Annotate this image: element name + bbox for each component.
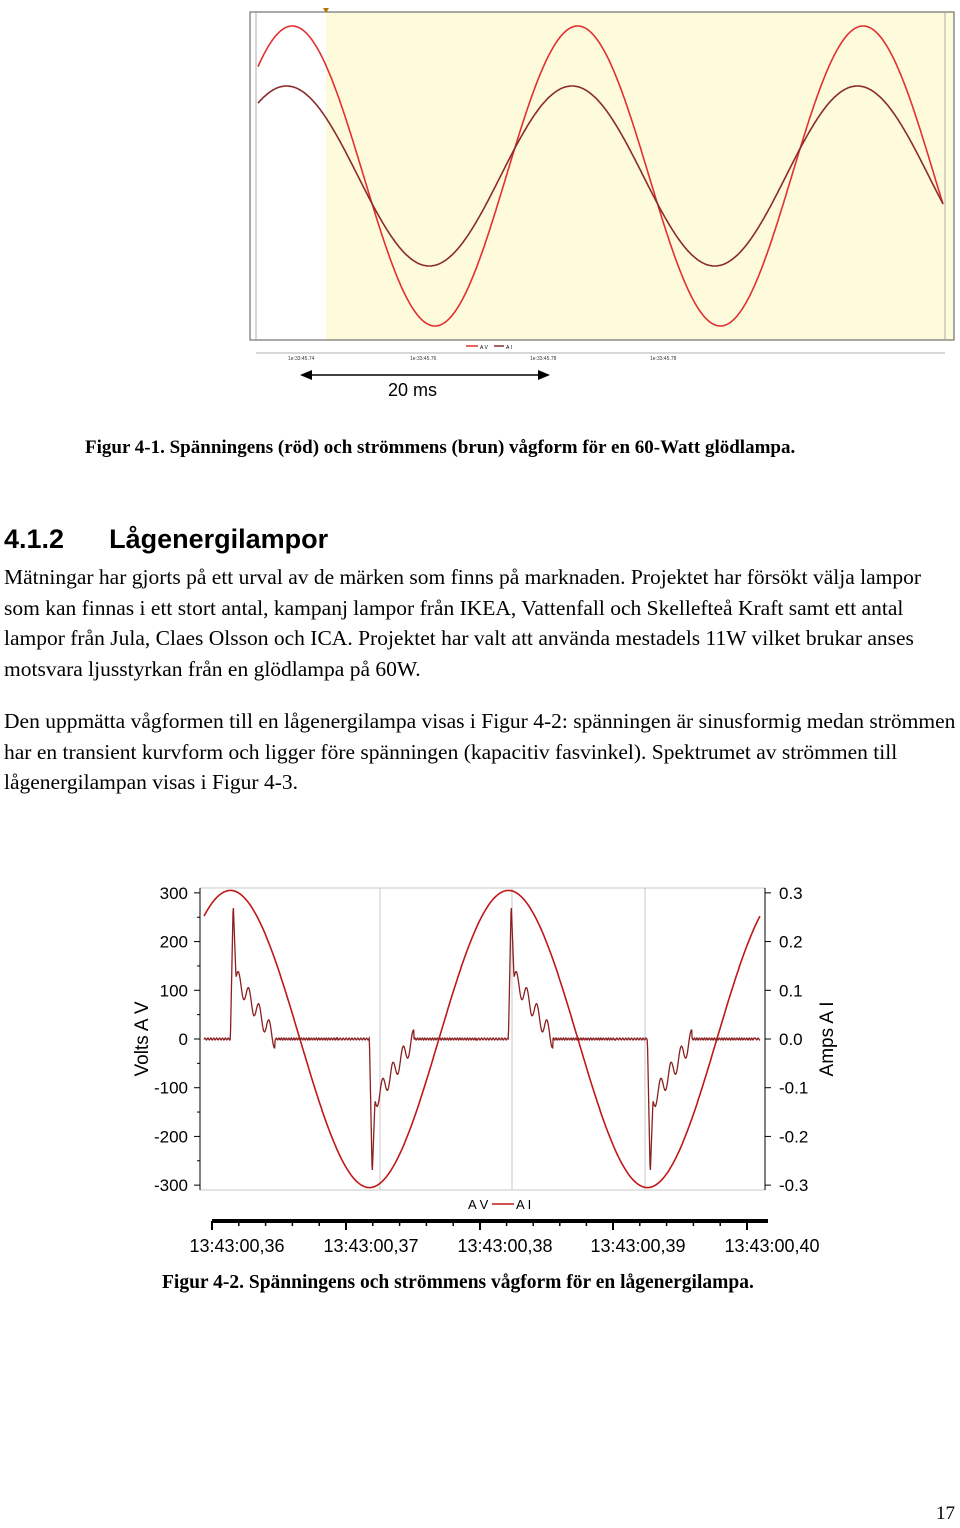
section-title: Lågenergilampor — [109, 524, 329, 554]
y-right-tick-label: 0.1 — [779, 981, 803, 1001]
y-left-tick-label: -100 — [153, 1078, 188, 1098]
y-right-tick-label: 0.0 — [779, 1030, 803, 1049]
x-tick-label: 13:43:00,40 — [724, 1236, 820, 1256]
x-tick-label: 1e:33:45.76 — [410, 356, 437, 362]
legend-label-voltage: A V — [480, 345, 488, 351]
y-right-tick-label: 0.2 — [779, 932, 803, 952]
figure-4-2-x-axis — [189, 1221, 819, 1256]
figure-4-1-caption: Figur 4-1. Spänningens (röd) och strömmens (brun) vågform för en 60-Watt glödlampa. — [85, 437, 796, 458]
x-tick-label: 13:43:00,37 — [323, 1236, 419, 1256]
y-left-tick-label: 0 — [178, 1030, 188, 1049]
y-right-tick-label: -0.1 — [779, 1078, 809, 1098]
figure-4-2-series — [204, 890, 760, 1187]
figure-4-2-caption: Figur 4-2. Spänningens och strömmens vågform för en lågenergilampa. — [162, 1272, 754, 1293]
figure-4-2-legend — [468, 1197, 531, 1212]
body-paragraph: Den uppmätta vågformen till en lågenergilampa visas i Figur 4-2: spänningen är sinusformig medan strömmen har en transient kurvform och ligger före spänningen (kapacitiv fasvinkel). Spektrumet av strömmen till lågenergilampan visas i Figur 4-3. — [4, 709, 956, 794]
x-tick-label: 13:43:00,38 — [457, 1236, 553, 1256]
y-left-tick-label: -300 — [153, 1176, 188, 1196]
y-right-tick-label: 0.3 — [779, 883, 803, 903]
y-right-tick-label: -0.3 — [779, 1176, 809, 1196]
section-heading — [4, 524, 328, 555]
legend-label-voltage: A V — [468, 1197, 489, 1212]
figure-4-1-plot-area — [250, 8, 954, 340]
x-tick-label: 1e:33:45.74 — [288, 356, 315, 362]
figure-4-1-chart — [248, 8, 958, 368]
y-right-tick-label: -0.2 — [779, 1127, 809, 1147]
figure-4-1-legend — [466, 345, 512, 351]
figure-4-1-x-ticks — [256, 353, 945, 362]
x-tick-label: 1e:33:45.78 — [650, 356, 677, 362]
figure-4-2-chart — [120, 880, 840, 1260]
legend-label-current: A I — [516, 1197, 532, 1212]
y-left-tick-label: 200 — [159, 932, 188, 952]
time-scale-label: 20 ms — [388, 380, 438, 400]
x-tick-label: 13:43:00,36 — [189, 1236, 285, 1256]
x-tick-label: 13:43:00,39 — [590, 1236, 686, 1256]
y-left-tick-label: -200 — [153, 1127, 188, 1147]
body-paragraph: Mätningar har gjorts på ett urval av de märken som finns på marknaden. Projektet har försökt välja lampor som kan finnas i ett stort antal, kampanj lampor från IKEA, Vattenfall och Skellefteå Kraft samt ett antal lampor från Jula, Claes Olsson och ICA. Projektet har valt att använda mestadels 11W vilket brukar anses motsvara ljusstyrkan från en glödlampa på 60W. — [4, 565, 922, 681]
series-line-current — [204, 908, 760, 1170]
y-left-tick-label: 300 — [159, 883, 188, 903]
y-left-tick-label: 100 — [159, 981, 188, 1001]
highlight-region — [326, 12, 954, 340]
y-left-axis-label: Volts A V — [132, 1001, 153, 1077]
section-number: 4.1.2 — [4, 524, 65, 554]
x-tick-label: 1e:33:45.78 — [530, 356, 557, 362]
legend-label-current: A I — [506, 345, 512, 351]
y-right-axis-label: Amps A I — [817, 1001, 838, 1077]
page-number: 17 — [936, 1503, 955, 1524]
